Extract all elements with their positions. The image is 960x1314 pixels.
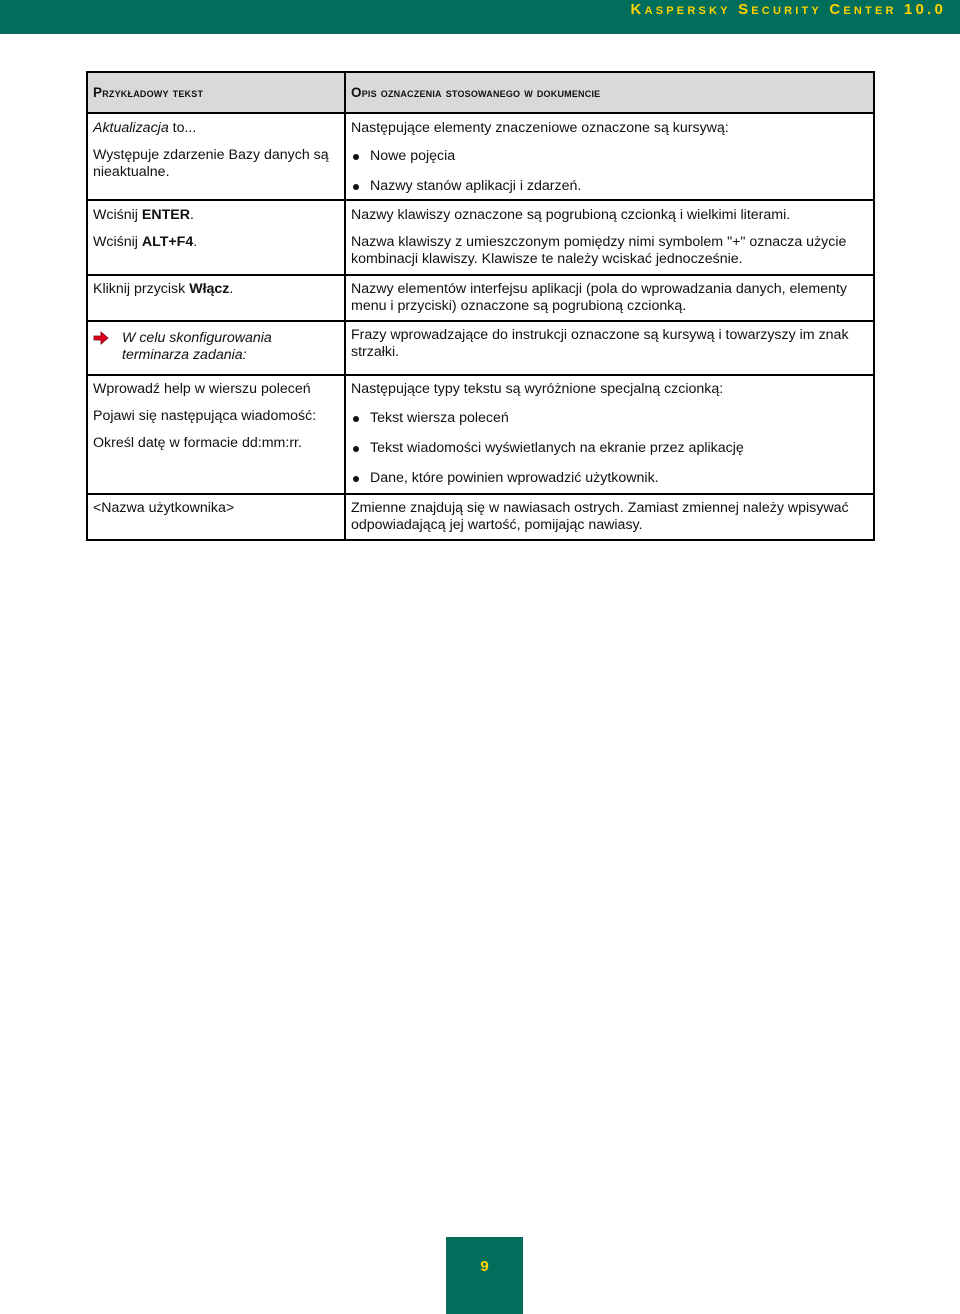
table-header-row bbox=[87, 72, 874, 113]
page-number: 9 bbox=[480, 1258, 489, 1275]
example-line: Określ datę w formacie dd:mm:rr. bbox=[93, 435, 302, 451]
list-item bbox=[351, 410, 868, 427]
example-cell bbox=[87, 375, 345, 494]
bullet-icon bbox=[353, 446, 359, 452]
description-text: Nazwy klawiszy oznaczone są pogrubioną czcionką i wielkimi literami. bbox=[351, 207, 791, 223]
list-item bbox=[351, 470, 868, 487]
bullet-icon bbox=[353, 416, 359, 422]
example-line bbox=[93, 207, 339, 224]
example-cell bbox=[87, 494, 345, 540]
description-cell bbox=[345, 494, 874, 540]
example-text: to... bbox=[168, 120, 197, 136]
column-header-description: Opis oznaczenia stosowanego w dokumencie bbox=[345, 72, 874, 113]
example-text: Kliknij przycisk bbox=[93, 281, 190, 297]
bullet-list bbox=[351, 410, 868, 487]
table-row bbox=[87, 200, 874, 275]
description-cell bbox=[345, 375, 874, 494]
page-number-tab bbox=[446, 1237, 523, 1314]
example-line: <Nazwa użytkownika> bbox=[93, 500, 235, 516]
example-text: . bbox=[229, 281, 234, 297]
example-text: . bbox=[193, 234, 198, 250]
list-item-text: Tekst wiadomości wyświetlanych na ekranie przez aplikację bbox=[370, 440, 744, 456]
example-line bbox=[93, 330, 339, 364]
list-item-text: Tekst wiersza poleceń bbox=[370, 410, 509, 426]
example-cell bbox=[87, 275, 345, 321]
list-item bbox=[351, 178, 868, 195]
list-item bbox=[351, 440, 868, 457]
example-line bbox=[93, 281, 339, 298]
description-cell bbox=[345, 321, 874, 375]
column-header-example: Przykładowy tekst bbox=[87, 72, 345, 113]
example-cell bbox=[87, 200, 345, 275]
conventions-table bbox=[86, 71, 875, 541]
table-row bbox=[87, 113, 874, 200]
description-cell bbox=[345, 275, 874, 321]
table-row bbox=[87, 275, 874, 321]
list-item-text: Nazwy stanów aplikacji i zdarzeń. bbox=[370, 178, 582, 194]
example-line: Występuje zdarzenie Bazy danych są nieaktualne. bbox=[93, 147, 329, 180]
description-text: Następujące typy tekstu są wyróżnione specjalną czcionką: bbox=[351, 381, 724, 397]
list-item bbox=[351, 148, 868, 165]
example-line: Pojawi się następująca wiadomość: bbox=[93, 408, 317, 424]
description-text: Następujące elementy znaczeniowe oznaczone są kursywą: bbox=[351, 120, 729, 136]
list-item-text: Dane, które powinien wprowadzić użytkownik. bbox=[370, 470, 659, 486]
header-title: Kaspersky Security Center 10.0 bbox=[630, 1, 946, 18]
table-row bbox=[87, 321, 874, 375]
description-text: Zmienne znajdują się w nawiasach ostrych. Zamiast zmiennej należy wpisywać odpowiadającą jej wartość, pomijając nawiasy. bbox=[351, 500, 849, 533]
italic-term: Aktualizacja bbox=[93, 120, 169, 136]
description-text: Frazy wprowadzające do instrukcji oznaczone są kursywą i towarzyszy im znak strzałki. bbox=[351, 327, 849, 360]
table-row bbox=[87, 375, 874, 494]
example-cell bbox=[87, 113, 345, 200]
example-line: Wprowadź help w wierszu poleceń bbox=[93, 381, 311, 397]
header-bar bbox=[0, 0, 960, 34]
example-text: . bbox=[189, 207, 194, 223]
bullet-icon bbox=[353, 184, 359, 190]
key-name: ENTER bbox=[141, 207, 190, 223]
bullet-list bbox=[351, 148, 868, 195]
table-row bbox=[87, 494, 874, 540]
arrow-right-icon bbox=[93, 331, 109, 345]
list-item-text: Nowe pojęcia bbox=[370, 148, 456, 164]
description-cell bbox=[345, 113, 874, 200]
example-cell bbox=[87, 321, 345, 375]
example-line bbox=[93, 120, 339, 137]
description-text: Nazwa klawiszy z umieszczonym pomiędzy nimi symbolem "+" oznacza użycie kombinacji klawiszy. Klawisze te należy wciskać jednocześnie. bbox=[351, 234, 847, 267]
bullet-icon bbox=[353, 154, 359, 160]
description-cell bbox=[345, 200, 874, 275]
example-text: Wciśnij bbox=[93, 207, 142, 223]
example-text: Wciśnij bbox=[93, 234, 142, 250]
bullet-icon bbox=[353, 476, 359, 482]
key-name: ALT+F4 bbox=[141, 234, 194, 250]
example-line bbox=[93, 234, 339, 251]
instruction-intro: W celu skonfigurowania terminarza zadania: bbox=[122, 330, 272, 363]
description-text: Nazwy elementów interfejsu aplikacji (pola do wprowadzania danych, elementy menu i przyciski) oznaczone są pogrubioną czcionką. bbox=[351, 281, 848, 314]
ui-element-name: Włącz bbox=[189, 281, 230, 297]
